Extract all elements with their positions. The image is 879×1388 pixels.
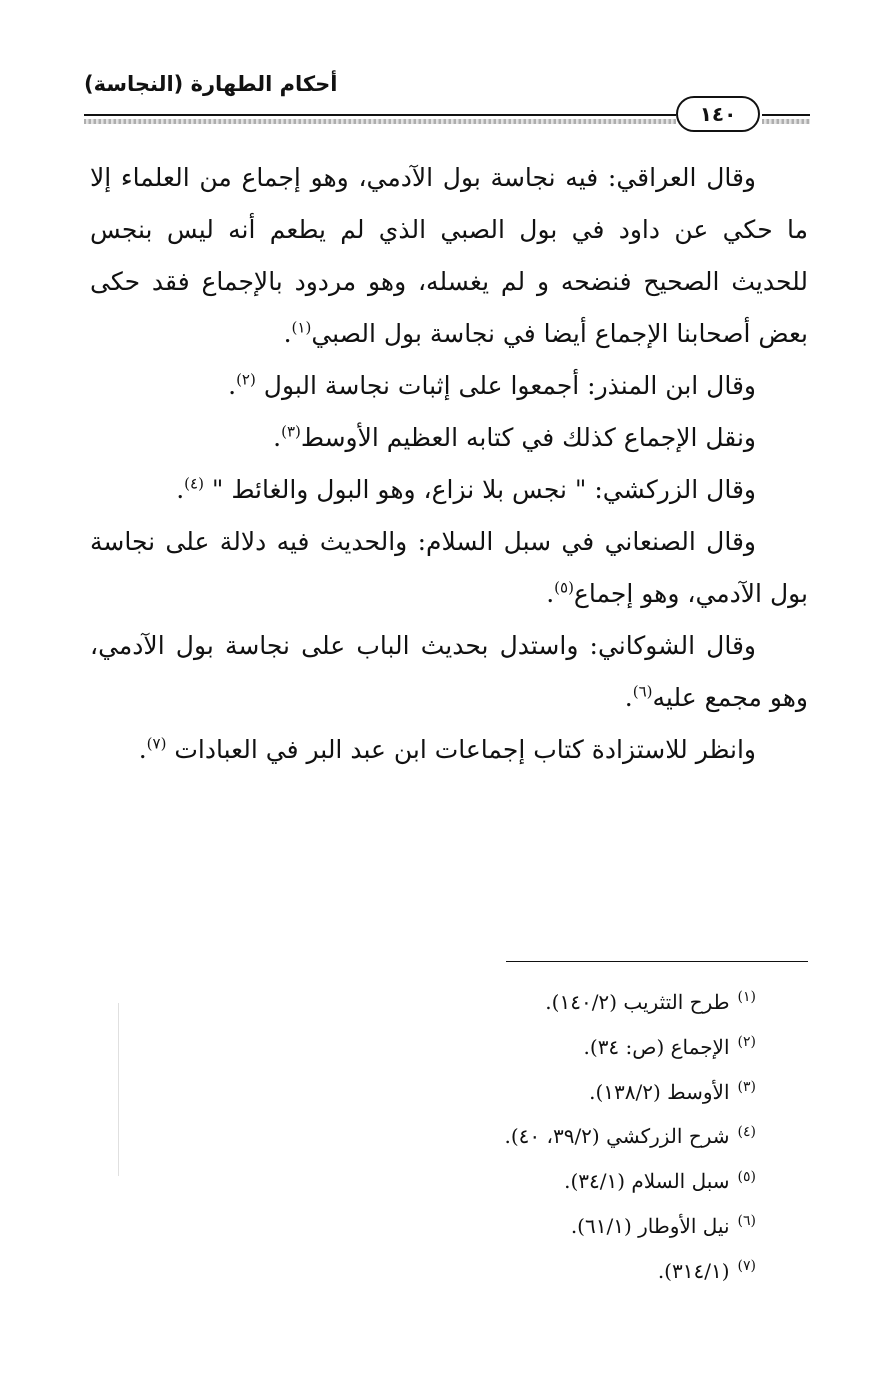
footnote [90,980,756,1025]
footnote [90,1204,756,1249]
footnote-reference[interactable]: (٦) [632,682,653,701]
footnote-reference[interactable]: (٤) [184,474,204,493]
header-rule [762,114,810,116]
header-ornament [762,119,810,124]
footnotes [90,980,756,1294]
paragraph-period: . [273,423,282,452]
paragraph-text: وقال العراقي: فيه نجاسة بول الآدمي، وهو إجماع من العلماء إلا ما حكي عن داود في بول الصبي الذي لم يطعم أنه ليس بنجس للحديث الصحيح فنضحه و لم يغسله، وهو مردود بالإجماع فقد حكى بعض أصحابنا الإجماع أيضا في نجاسة بول الصبي [90,163,808,348]
paragraph-period: . [624,683,633,712]
paragraph-period: . [283,319,292,348]
paragraph [90,152,808,360]
footnote-text: شرح الزركشي (٣٩/٢، ٤٠). [504,1124,730,1149]
paragraph-text: وانظر للاستزادة كتاب إجماعات ابن عبد البر في العبادات [166,735,756,764]
footnote-number: (٧) [737,1258,756,1275]
footnote-text: (٣١٤/١). [657,1258,730,1283]
paragraph-text: وقال الصنعاني في سبل السلام: والحديث فيه دلالة على نجاسة بول الآدمي، وهو إجماع [90,527,808,608]
paragraph-text: وقال ابن المنذر: أجمعوا على إثبات نجاسة البول [255,371,756,400]
footnote-number: (٦) [737,1213,756,1230]
footnote-number: (١) [737,989,756,1006]
footnote [90,1025,756,1070]
footnote-number: (٢) [737,1034,756,1051]
paragraph-period: . [228,371,237,400]
paragraph-period: . [546,579,555,608]
paragraph-text: وقال الزركشي: " نجس بلا نزاع، وهو البول والغائط " [203,475,756,504]
paragraph-text: ونقل الإجماع كذلك في كتابه العظيم الأوسط [300,423,756,452]
main-text [90,152,808,776]
footnote-separator [506,961,808,962]
paragraph [90,412,808,464]
paragraph [90,724,808,776]
footnote-text: الإجماع (ص: ٣٤). [583,1034,730,1059]
paragraph [90,360,808,412]
paragraph [90,620,808,724]
footnote [90,1070,756,1115]
header-rule [84,114,676,116]
paragraph [90,464,808,516]
paragraph-period: . [176,475,185,504]
paragraph-text: وقال الشوكاني: واستدل بحديث الباب على نجاسة بول الآدمي، وهو مجمع عليه [90,631,808,712]
running-title: أحكام الطهارة (النجاسة) [84,72,338,96]
footnote-number: (٣) [737,1078,756,1095]
footnote-number: (٥) [737,1168,756,1185]
footnote-reference[interactable]: (٣) [281,422,301,441]
paragraph-period: . [138,735,147,764]
footnote-text: نيل الأوطار (٦١/١). [570,1213,730,1238]
footnote-text: الأوسط (١٣٨/٢). [589,1079,730,1104]
header-ornament [84,119,676,124]
footnote-text: سبل السلام (٣٤/١). [564,1169,730,1194]
footnote-reference[interactable]: (٢) [236,370,256,389]
footnote-reference[interactable]: (٥) [554,578,574,597]
footnote-reference[interactable]: (٧) [146,734,167,753]
footnote [90,1114,756,1159]
footnote-text: طرح التثريب (١٤٠/٢). [545,990,730,1014]
paragraph [90,516,808,620]
footnote-reference[interactable]: (١) [291,318,312,337]
footnote [90,1159,756,1204]
footnote-number: (٤) [737,1123,756,1140]
page-number: ١٤٠ [676,96,760,132]
footnote [90,1249,756,1294]
